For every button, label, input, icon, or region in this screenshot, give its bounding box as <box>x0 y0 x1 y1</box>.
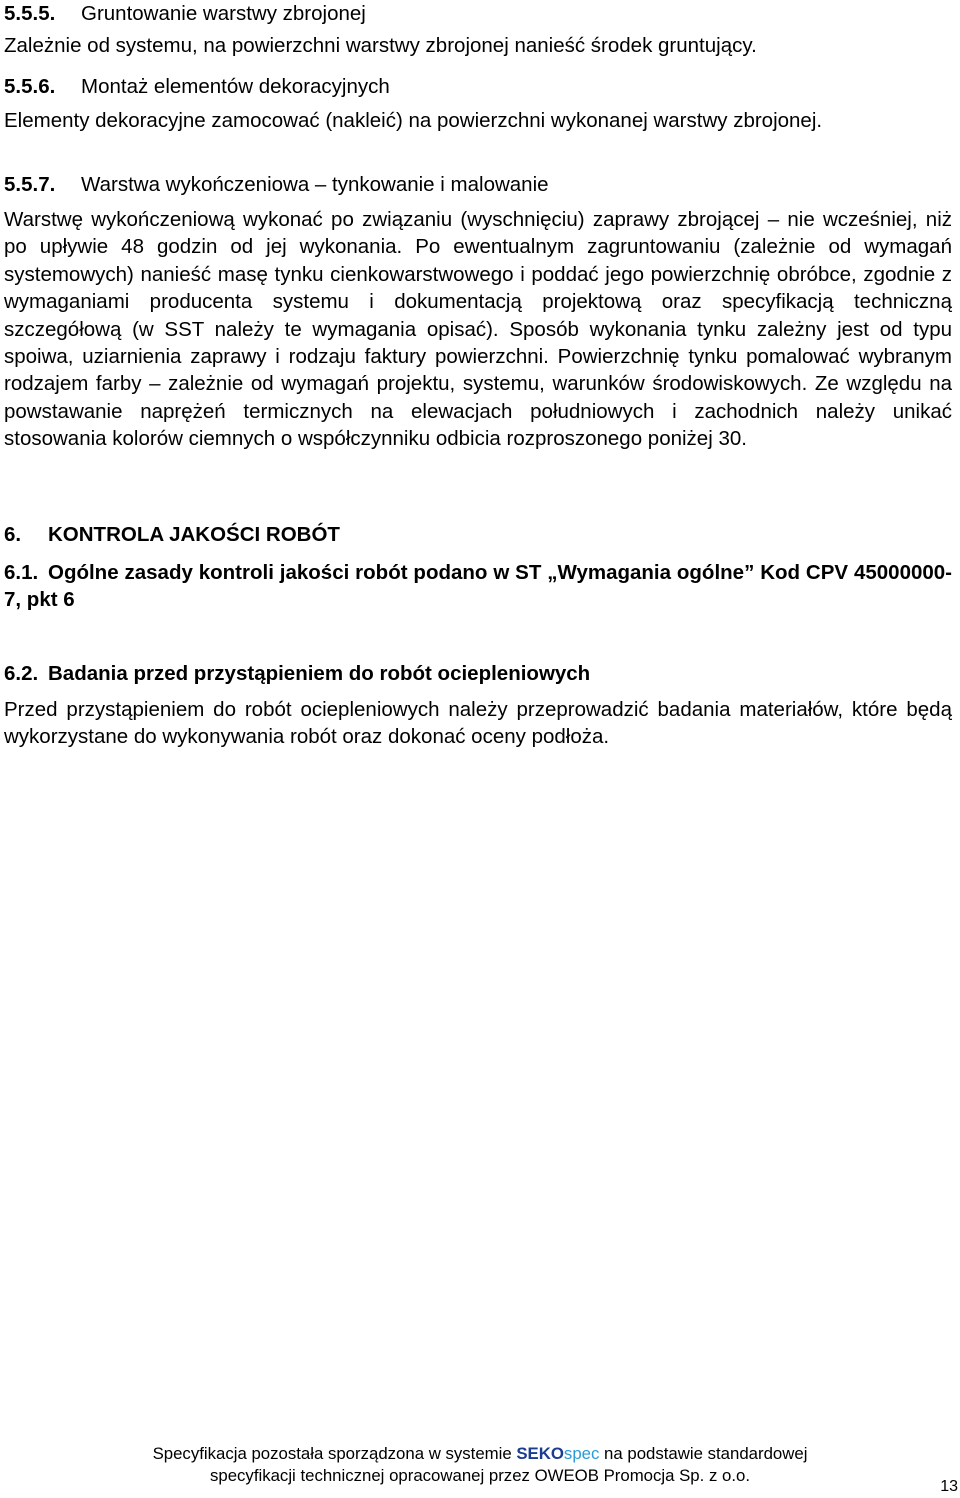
section-6-2-heading <box>4 660 952 687</box>
section-number: 6. <box>4 523 22 546</box>
section-5-5-5-body: Zależnie od systemu, na powierzchni warstwy zbrojonej nanieść środek gruntujący. <box>4 34 757 57</box>
footer-line-2: specyfikacji technicznej opracowanej przez OWEOB Promocja Sp. z o.o. <box>209 1466 751 1485</box>
section-6-2-body: Przed przystąpieniem do robót ociepleniowych należy przeprowadzić badania materiałów, które będą wykorzystane do wykonywania robót oraz dokonać oceny podłoża. <box>4 698 952 749</box>
page-footer <box>0 1443 960 1487</box>
section-5-5-6-body: Elementy dekoracyjne zamocować (nakleić) na powierzchni wykonanej warstwy zbrojonej. <box>4 109 823 132</box>
section-title: Badania przed przystąpieniem do robót ociepleniowych <box>48 662 591 685</box>
footer-line-1 <box>0 1443 960 1465</box>
section-5-5-7-body: Warstwę wykończeniową wykonać po związaniu (wyschnięciu) zaprawy zbrojącej – nie wcześniej, niż po upływie 48 godzin od jej wykonania. Po ewentualnym zagruntowaniu (zależnie od wymagań systemowych) nanieść masę tynku cienkowarstwowego i poddać jego powierzchnię obróbce, zgodnie z wymaganiami producenta systemu i dokumentacją projektową oraz specyfikacją techniczną szczegółową (w SST należy te wymagania opisać). Sposób wykonania tynku zależny jest od typu spoiwa, uziarnienia zaprawy i rodzaju faktury powierzchni. Powierzchnię tynku pomalować wybranym rodzajem farby – zależnie od wymagań projektu, systemu, warunków środowiskowych. Ze względu na powstawanie naprężeń termicznych na elewacjach południowych i zachodnich należy unikać stosowania kolorów ciemnych o współczynniku odbicia rozproszonego poniżej 30. <box>4 208 952 451</box>
brand-part-b: spec <box>563 1444 600 1463</box>
section-number: 5.5.5. <box>4 2 56 25</box>
section-6-heading <box>4 521 340 548</box>
section-5-5-7-heading <box>4 171 549 198</box>
section-5-5-5-heading <box>4 0 366 27</box>
section-title: Gruntowanie warstwy zbrojonej <box>81 2 366 25</box>
section-number: 6.2. <box>4 662 39 685</box>
section-6-1-heading <box>4 559 952 614</box>
brand-logo <box>516 1444 599 1463</box>
brand-part-a: SEKO <box>516 1444 564 1463</box>
section-title: KONTROLA JAKOŚCI ROBÓT <box>48 523 340 546</box>
section-title: Montaż elementów dekoracyjnych <box>81 75 390 98</box>
page-number: 13 <box>940 1478 958 1495</box>
section-5-5-6-heading <box>4 73 390 100</box>
section-number: 5.5.6. <box>4 75 56 98</box>
section-title: Warstwa wykończeniowa – tynkowanie i malowanie <box>81 173 549 196</box>
footer-text-after: na podstawie standardowej <box>604 1444 808 1463</box>
section-number: 6.1. <box>4 561 39 584</box>
section-number: 5.5.7. <box>4 173 56 196</box>
section-title: Ogólne zasady kontroli jakości robót podano w ST „Wymagania ogólne” Kod CPV 45000000-7, pkt 6 <box>4 561 952 612</box>
footer-text-before: Specyfikacja pozostała sporządzona w systemie <box>152 1444 512 1463</box>
